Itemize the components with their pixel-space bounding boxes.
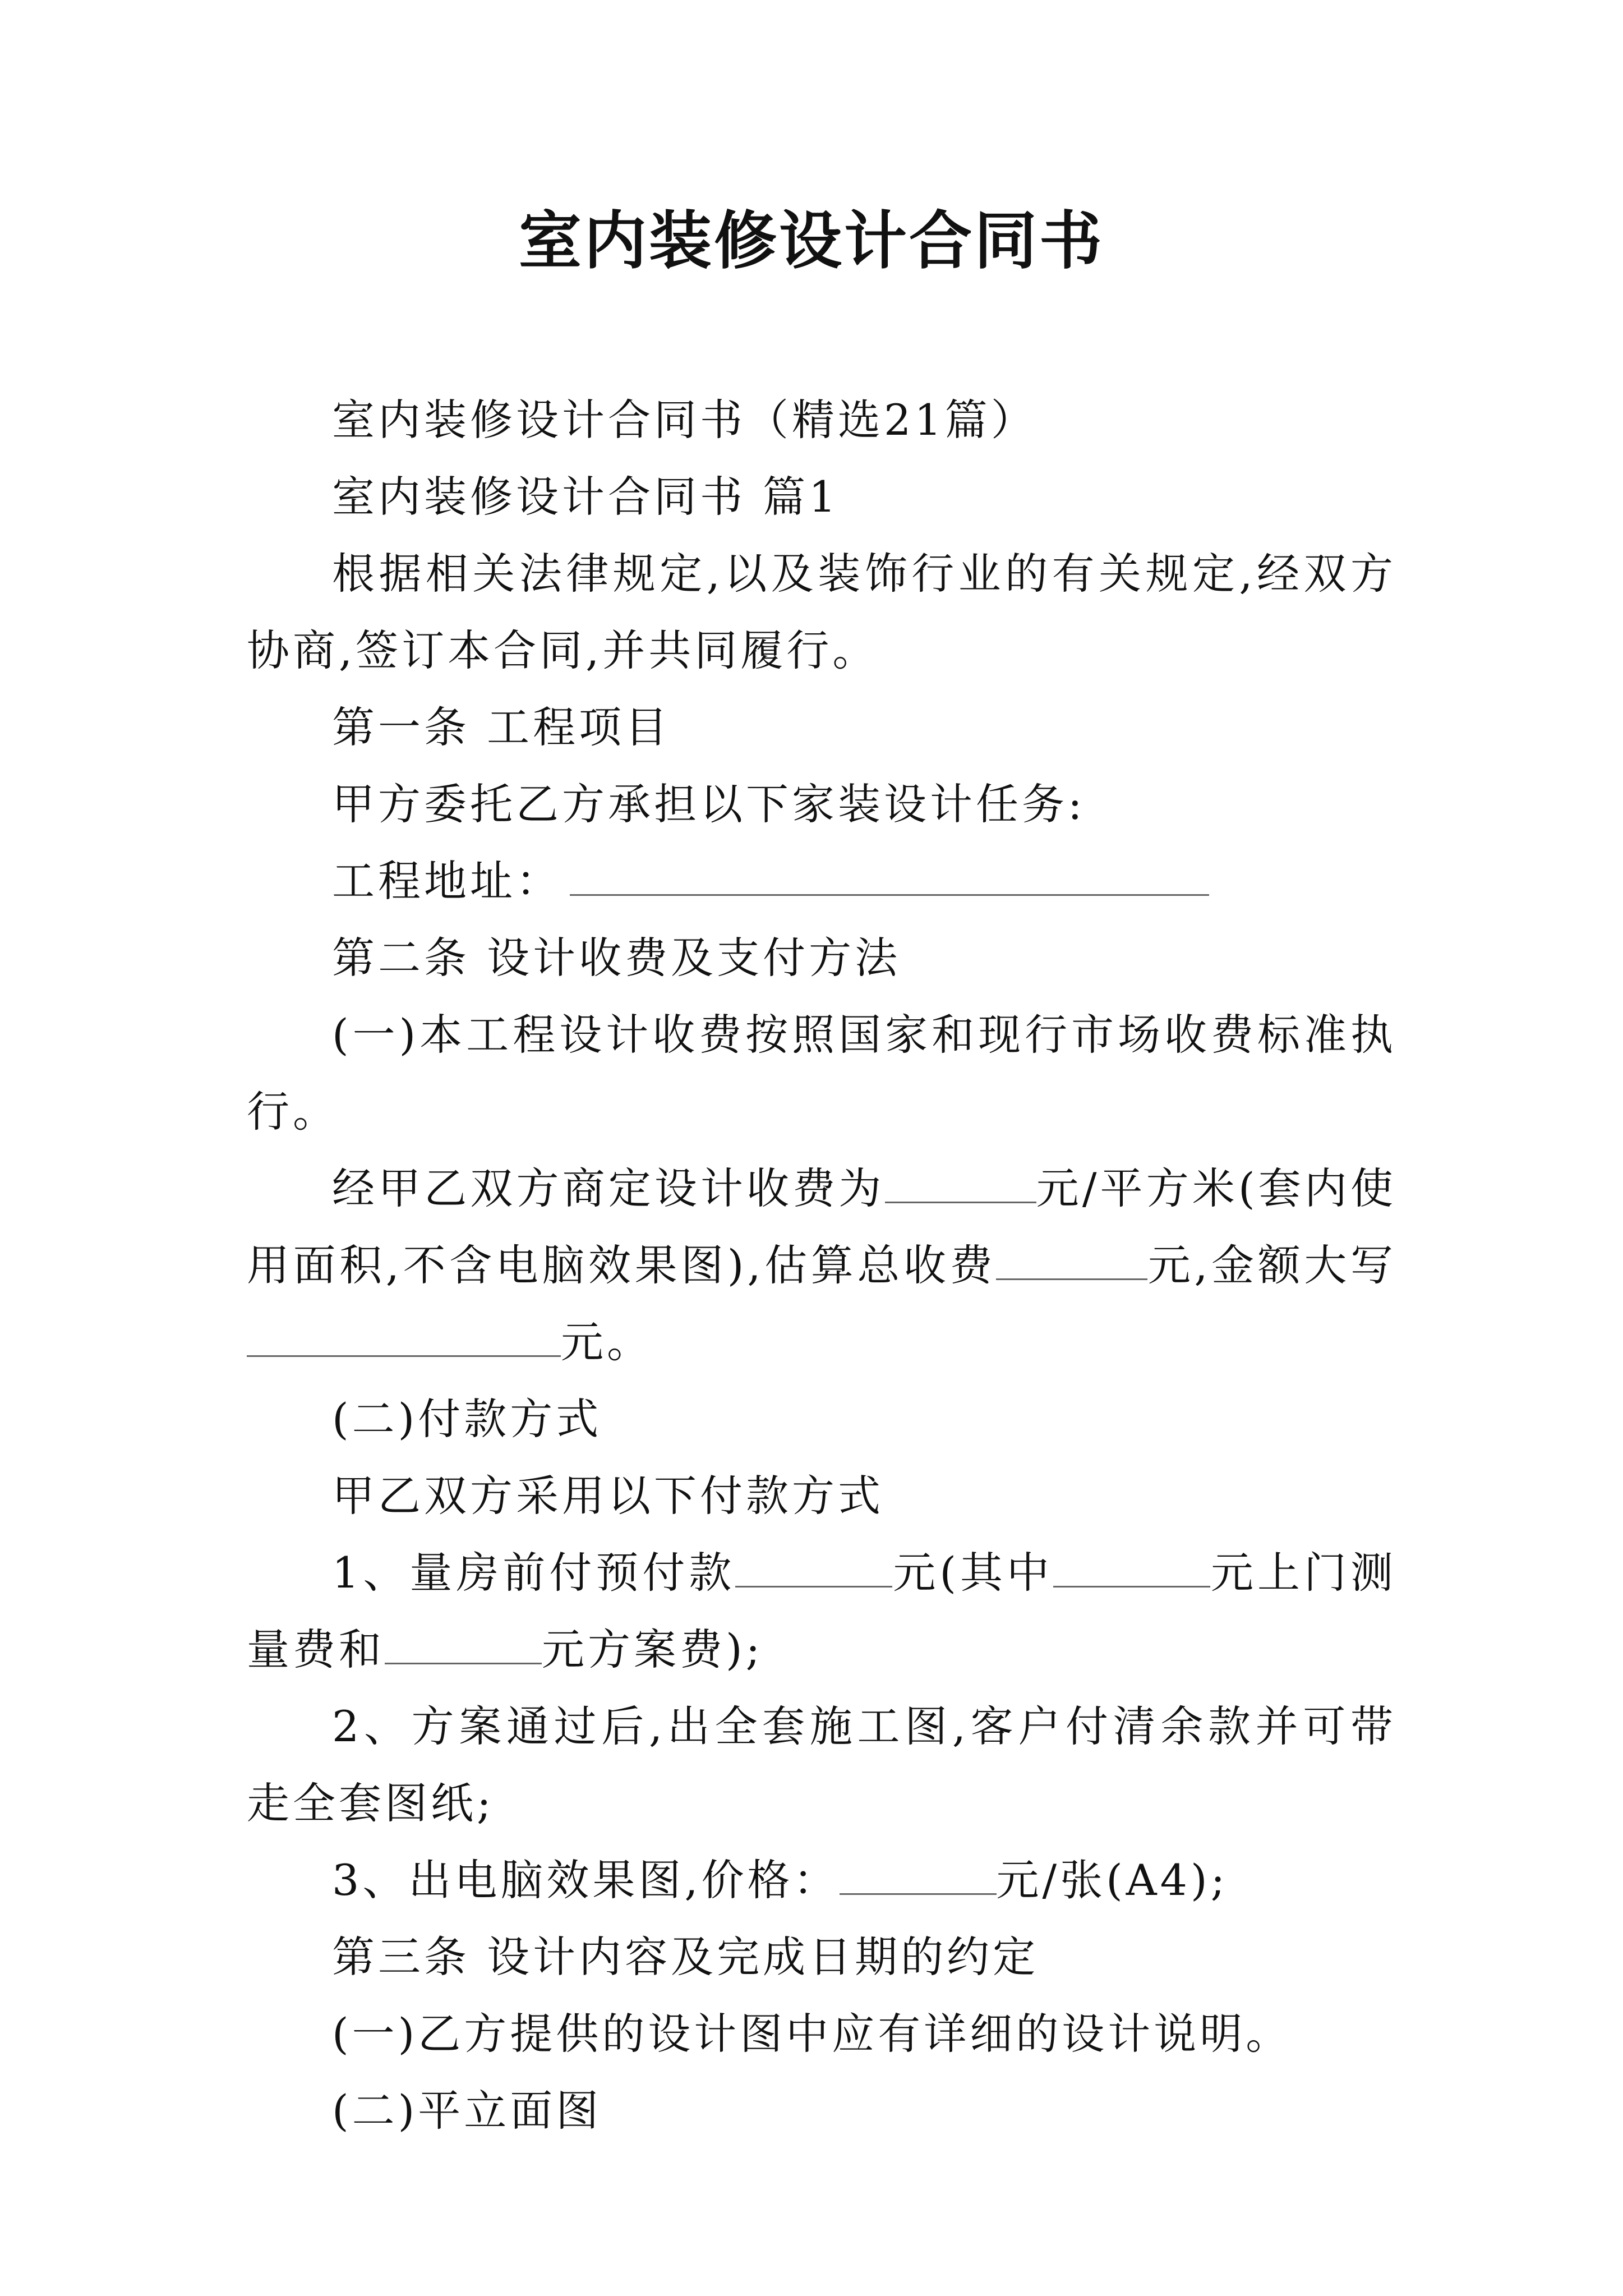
fee-text-a: 经甲乙双方商定设计收费为 bbox=[332, 1163, 885, 1213]
paragraph-fee-amount bbox=[247, 1150, 1396, 1381]
amount-in-words-blank bbox=[247, 1316, 561, 1357]
total-fee-blank bbox=[996, 1239, 1147, 1280]
fee-text-c: 元,金额大写 bbox=[1147, 1240, 1396, 1290]
paragraph-payment-method-heading: (二)付款方式 bbox=[332, 1394, 602, 1444]
paragraph-fee-standard: (一)本工程设计收费按照国家和现行市场收费标准执行。 bbox=[247, 1010, 1396, 1137]
article-1-heading: 第一条 工程项目 bbox=[332, 702, 671, 752]
paragraph-floor-plans: (二)平立面图 bbox=[332, 2086, 602, 2136]
paragraph-payment-3 bbox=[247, 1842, 1396, 1918]
payment-1-text-a: 1、量房前付预付款 bbox=[332, 1548, 736, 1598]
paragraph-payment-2: 2、方案通过后,出全套施工图,客户付清余款并可带走全套图纸; bbox=[247, 1701, 1396, 1828]
deposit-blank bbox=[735, 1547, 892, 1588]
article-3-heading: 第三条 设计内容及完成日期的约定 bbox=[332, 1932, 1039, 1982]
project-address-blank bbox=[570, 855, 1209, 896]
paragraph-design-description: (一)乙方提供的设计图中应有详细的设计说明。 bbox=[332, 2009, 1292, 2059]
payment-1-text-c: 元上门测量费和 bbox=[247, 1548, 1397, 1674]
payment-3-text-a: 3、出电脑效果图,价格： bbox=[332, 1855, 840, 1905]
payment-1-text-b: 元(其中 bbox=[892, 1548, 1054, 1598]
paragraph-payment-intro: 甲乙双方采用以下付款方式 bbox=[332, 1471, 884, 1521]
paragraph-subtitle: 室内装修设计合同书（精选21篇） bbox=[332, 395, 1037, 445]
paragraph-commission: 甲方委托乙方承担以下家装设计任务: bbox=[332, 779, 1086, 829]
paragraph-intro: 根据相关法律规定,以及装饰行业的有关规定,经双方协商,签订本合同,并共同履行。 bbox=[247, 549, 1396, 675]
paragraph-project-address bbox=[247, 843, 1396, 919]
project-address-label: 工程地址： bbox=[332, 856, 562, 906]
fee-text-b: 元/平方米(套内使用面积,不含电脑效果图),估算总收费 bbox=[247, 1163, 1396, 1290]
payment-3-text-b: 元/张(A4); bbox=[996, 1855, 1229, 1905]
paragraph-section-heading: 室内装修设计合同书 篇1 bbox=[332, 472, 840, 522]
fee-text-d: 元。 bbox=[561, 1317, 653, 1367]
fee-per-sqm-blank bbox=[885, 1162, 1036, 1203]
document-body bbox=[247, 381, 1396, 2149]
measure-fee-blank bbox=[1053, 1547, 1210, 1588]
payment-1-text-d: 元方案费); bbox=[542, 1625, 764, 1674]
article-2-heading: 第二条 设计收费及支付方法 bbox=[332, 933, 901, 983]
document-title: 室内装修设计合同书 bbox=[519, 204, 1104, 278]
paragraph-payment-1 bbox=[247, 1534, 1396, 1688]
plan-fee-blank bbox=[385, 1623, 542, 1664]
rendering-price-blank bbox=[840, 1854, 997, 1895]
